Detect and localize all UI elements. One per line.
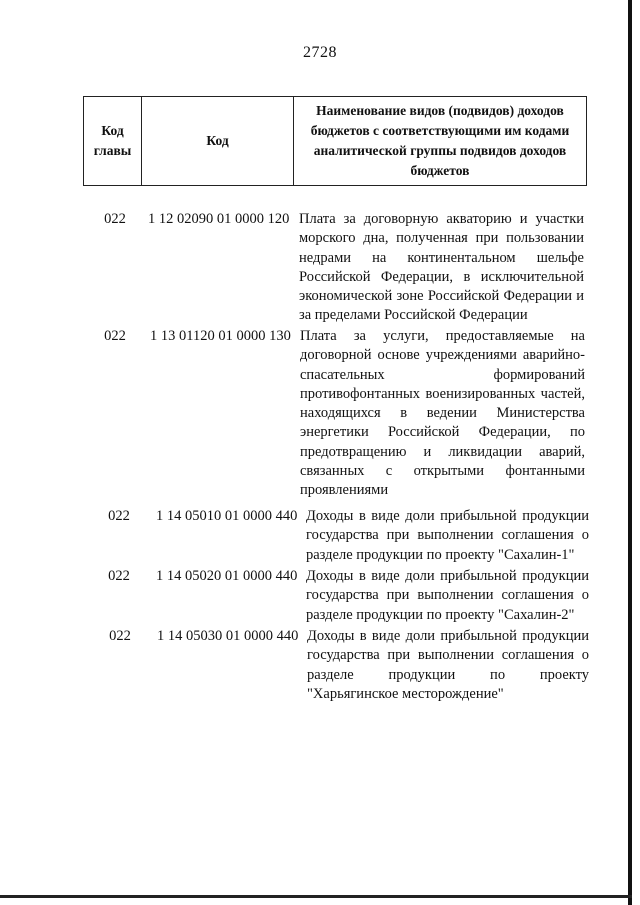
row-description: Доходы в виде доли прибыльной продукции государства при выполнении соглашения о разделе продукции по проекту "Харьягинское месторождение" [307,628,589,702]
row-code: 1 14 05020 01 0000 440 [156,568,298,584]
row-chapter: 022 [108,508,130,524]
row-code: 1 14 05030 01 0000 440 [157,628,299,644]
row-chapter: 022 [104,211,126,227]
row-chapter: 022 [108,568,130,584]
page-number: 2728 [303,44,337,61]
header-chapter-code: Код главы [84,97,142,185]
row-chapter: 022 [104,328,126,344]
header-name: Наименование видов (подвидов) доходов бюджетов с соответствующими им кодами аналитической группы подвидов доходов бюджетов [310,103,570,178]
row-description: Доходы в виде доли прибыльной продукции государства при выполнении соглашения о разделе продукции по проекту "Сахалин-2" [306,568,589,623]
row-code: 1 14 05010 01 0000 440 [156,508,298,524]
row-description: Плата за услуги, предоставляемые на договорной основе учреждениями аварийно-спасательных формирований противофонтанных военизированных частей, находящихся в ведении Министерства энергетики Российской Федерации, по предотвращению и ликвидации аварий, связанных с открытыми фонтанными проявлениями [300,328,585,499]
page-edge-right [628,0,632,905]
row-chapter: 022 [109,628,131,644]
row-description: Доходы в виде доли прибыльной продукции государства при выполнении соглашения о разделе продукции по проекту "Сахалин-1" [306,508,589,563]
table-header [83,96,587,186]
header-code: Код [142,97,294,185]
row-description: Плата за договорную акваторию и участки морского дна, полученная при пользовании недрами на континентальном шельфе Российской Федерации, в исключительной экономической зоне Российской Федерации и за пределами Российской Федерации [299,211,584,324]
row-code: 1 12 02090 01 0000 120 [148,211,290,227]
row-code: 1 13 01120 01 0000 130 [150,328,291,344]
page-edge-bottom [0,895,632,898]
